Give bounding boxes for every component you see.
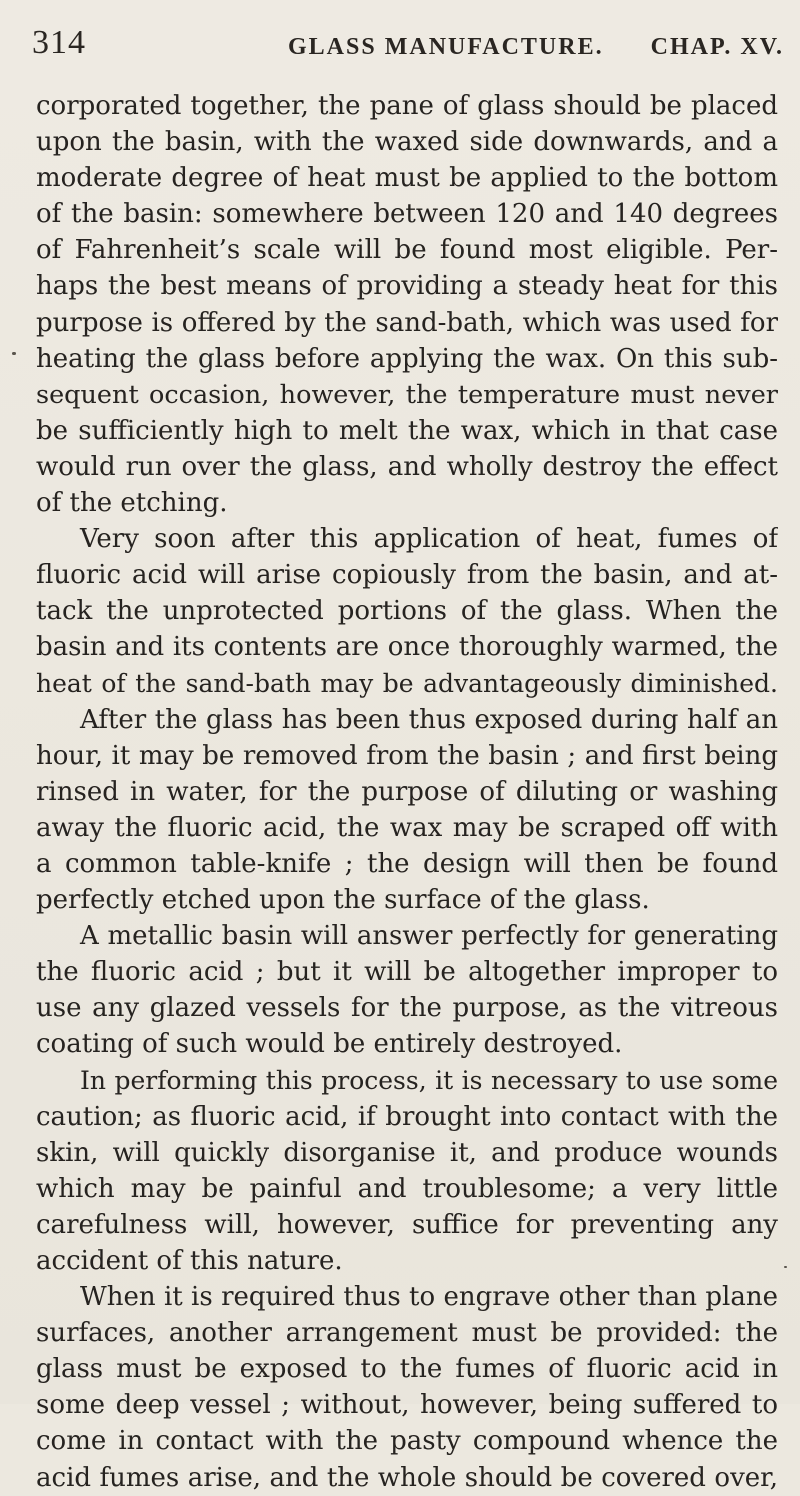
text-line: sequent occasion, however, the temperature must never	[36, 379, 778, 410]
text-line: which may be painful and troublesome; a very little	[36, 1173, 778, 1204]
text-line: In performing this process, it is necessary to use some	[80, 1065, 778, 1095]
text-line: carefulness will, however, suffice for preventing any	[36, 1209, 778, 1240]
text-line: coating of such would be entirely destroyed.	[36, 1029, 623, 1060]
body-text	[36, 88, 778, 1496]
text-line: After the glass has been thus exposed during half an	[80, 704, 778, 735]
text-line: heating the glass before applying the wax. On this sub-	[36, 343, 778, 374]
paper-speck	[784, 1266, 787, 1268]
paper-speck	[12, 352, 16, 355]
running-head	[32, 24, 784, 74]
text-line: would run over the glass, and wholly destroy the effect	[36, 451, 778, 482]
text-line: acid fumes arise, and the whole should be covered over,	[36, 1462, 778, 1493]
text-line: hour, it may be removed from the basin ; and first being	[36, 740, 778, 771]
text-line: use any glazed vessels for the purpose, as the vitreous	[36, 993, 778, 1024]
text-line: be sufficiently high to melt the wax, which in that case	[36, 415, 778, 446]
page-number: 314	[32, 24, 86, 61]
text-line: come in contact with the pasty compound whence the	[36, 1426, 778, 1457]
text-line: a common table-knife ; the design will then be found	[36, 848, 778, 879]
text-line: accident of this nature.	[36, 1246, 343, 1276]
text-line: the fluoric acid ; but it will be altogether improper to	[36, 957, 778, 988]
text-line: of the etching.	[36, 488, 228, 519]
running-title: GLASS MANUFACTURE.	[288, 34, 604, 60]
text-line: When it is required thus to engrave other than plane	[80, 1282, 778, 1313]
text-line: of the basin: somewhere between 120 and 140 degrees	[36, 199, 778, 230]
text-line: away the fluoric acid, the wax may be scraped off with	[36, 812, 778, 843]
text-line: upon the basin, with the waxed side downwards, and a	[36, 127, 778, 158]
text-line: purpose is offered by the sand-bath, which was used for	[36, 307, 778, 338]
chapter-label: CHAP. XV.	[650, 34, 784, 60]
text-line: rinsed in water, for the purpose of diluting or washing	[36, 776, 778, 807]
text-line: moderate degree of heat must be applied to the bottom	[36, 163, 778, 194]
text-line: Very soon after this application of heat, fumes of	[80, 524, 778, 555]
text-line: corporated together, the pane of glass should be placed	[36, 91, 778, 121]
text-line: tack the unprotected portions of the glass. When the	[36, 596, 778, 627]
text-line: caution; as fluoric acid, if brought into contact with the	[36, 1101, 778, 1132]
text-line: glass must be exposed to the fumes of fluoric acid in	[36, 1354, 778, 1385]
text-line: skin, will quickly disorganise it, and produce wounds	[36, 1137, 778, 1168]
text-line: surfaces, another arrangement must be provided: the	[36, 1318, 778, 1349]
text-line: some deep vessel ; without, however, being suffered to	[36, 1390, 778, 1421]
text-line: heat of the sand-bath may be advantageously diminished.	[36, 668, 778, 698]
text-line: A metallic basin will answer perfectly for generating	[80, 921, 778, 952]
text-line: of Fahrenheit’s scale will be found most eligible. Per-	[36, 235, 778, 266]
text-line: perfectly etched upon the surface of the glass.	[36, 885, 650, 916]
text-line: haps the best means of providing a steady heat for this	[36, 271, 778, 302]
text-line: basin and its contents are once thoroughly warmed, the	[36, 632, 778, 663]
text-line: fluoric acid will arise copiously from the basin, and at-	[36, 560, 778, 591]
